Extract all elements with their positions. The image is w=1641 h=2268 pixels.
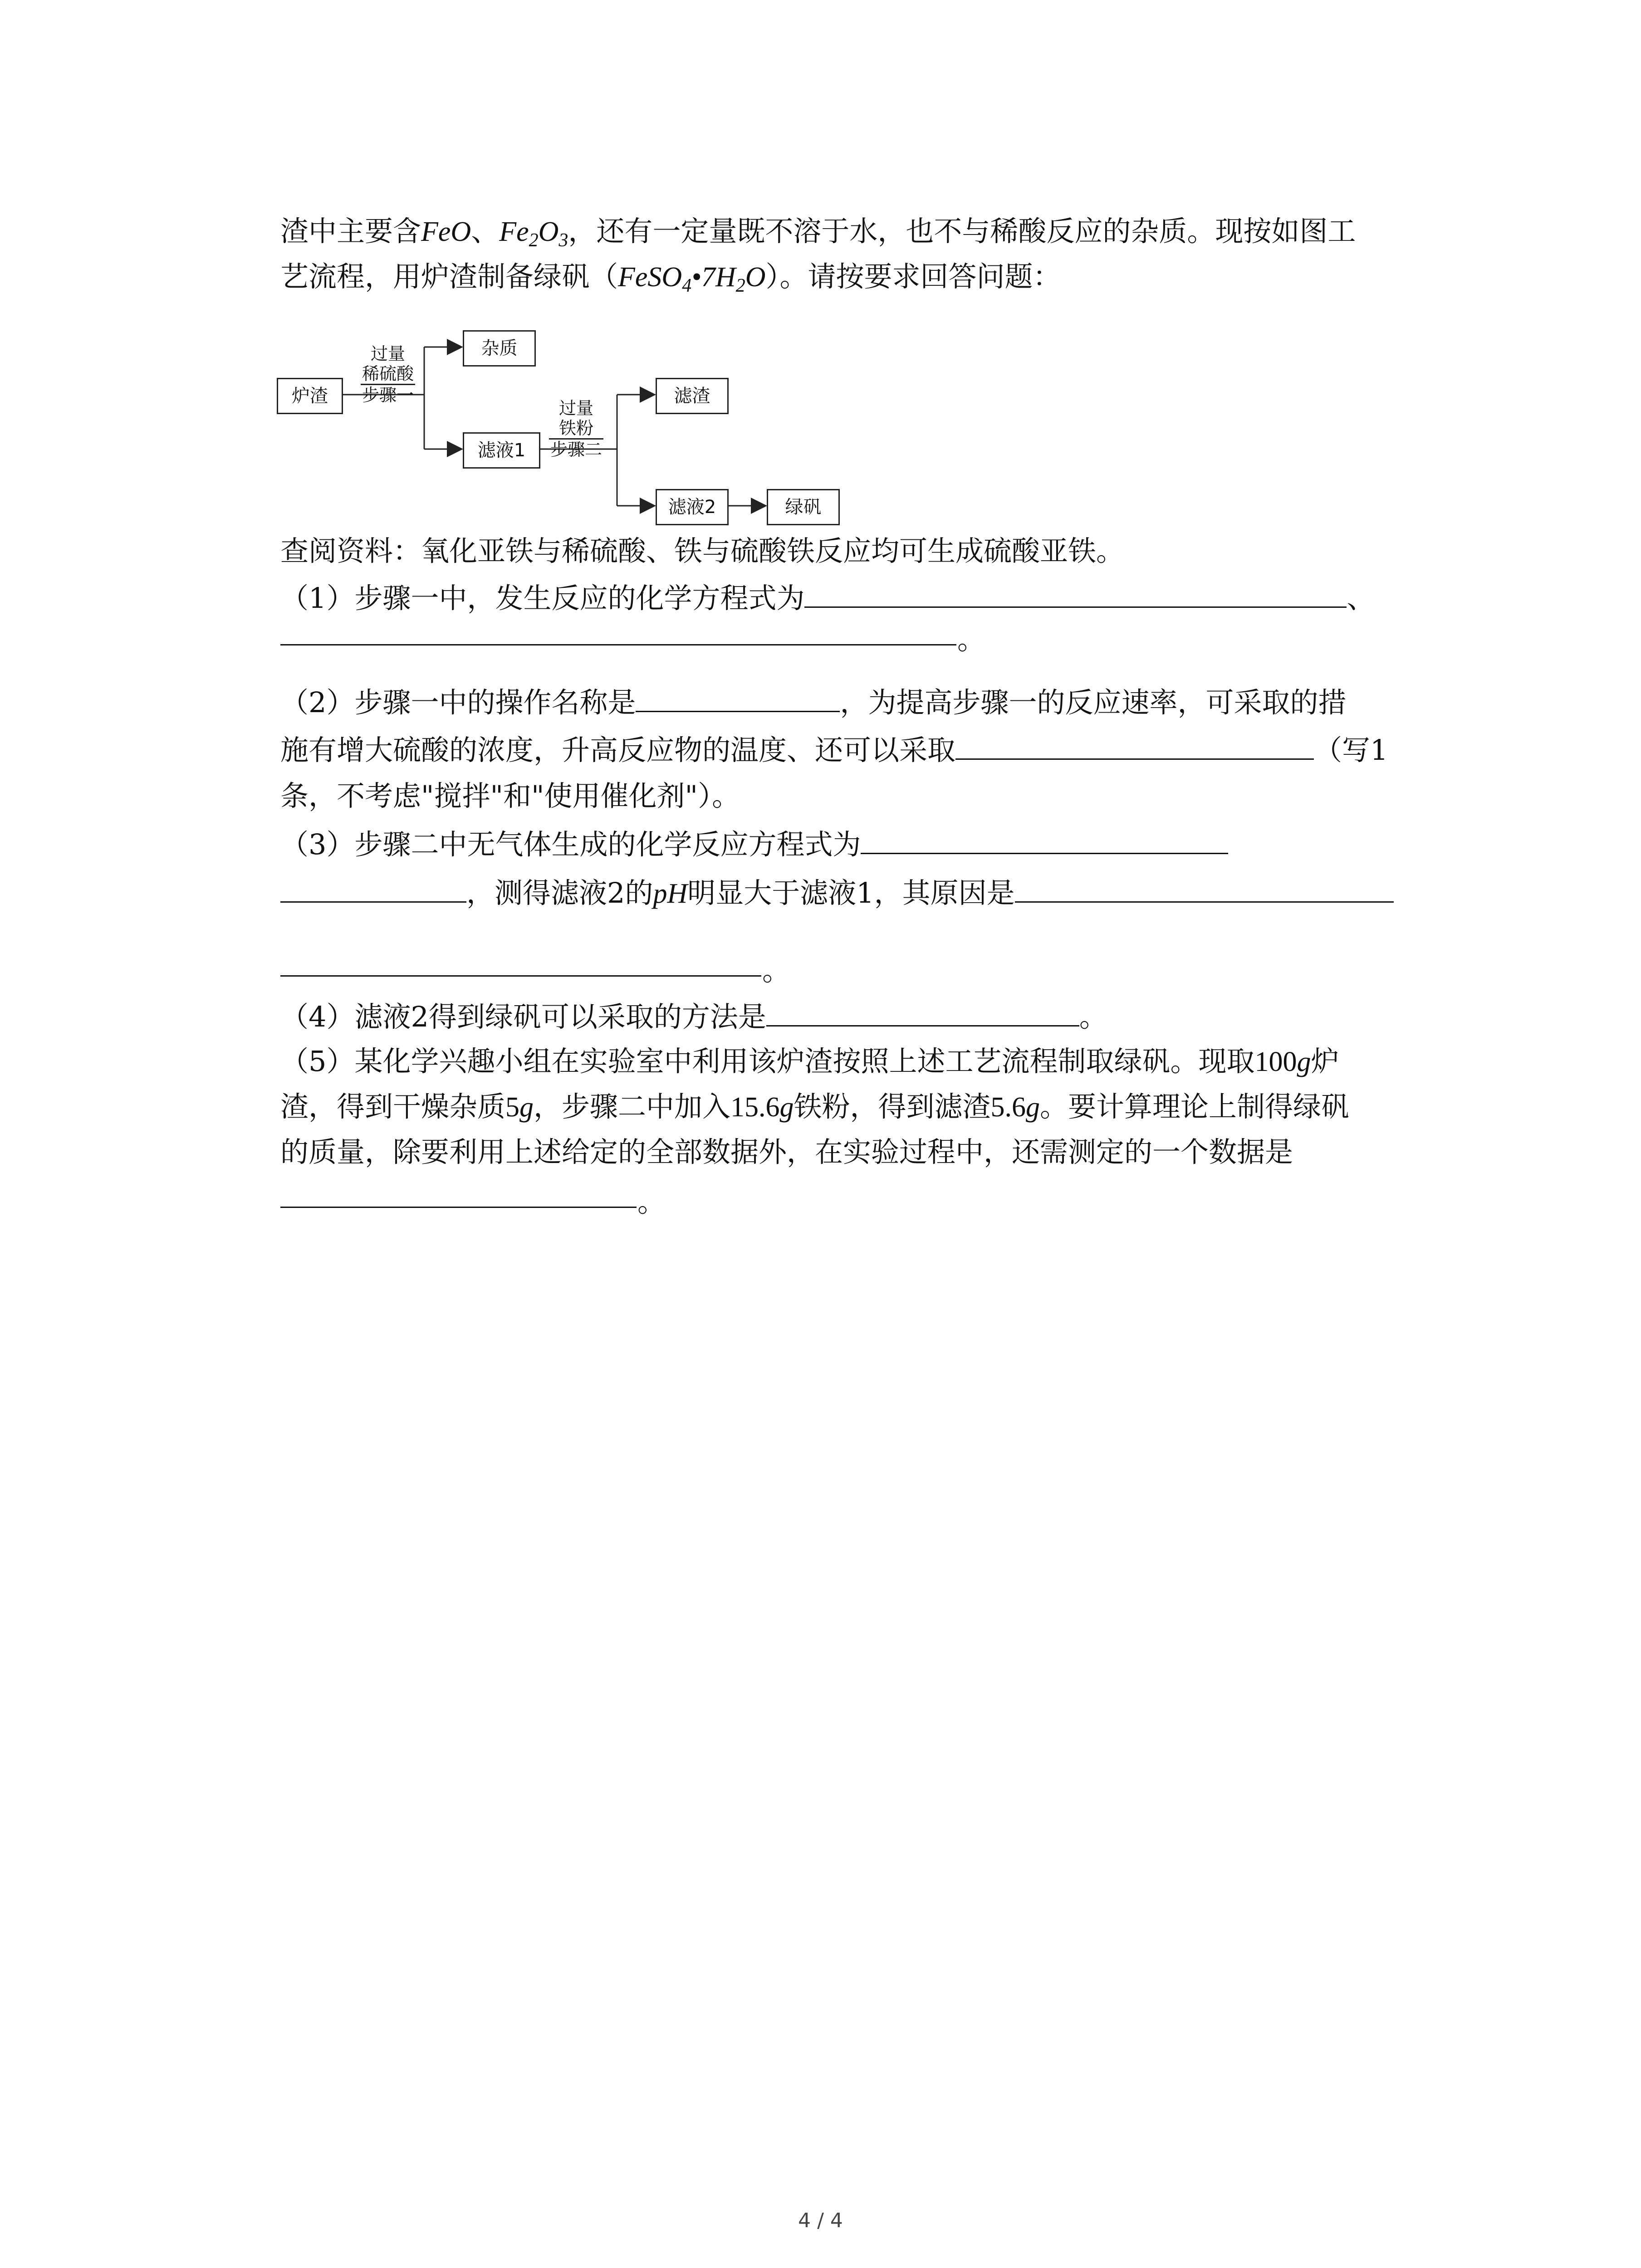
formula-fe2o3: $Fe_2O_3$ — [499, 216, 568, 251]
intro-text: 艺流程，用炉渣制备绿矾（ — [280, 260, 618, 293]
q3-end: 。 — [762, 954, 791, 987]
intro-text: 渣中主要含 — [280, 215, 421, 248]
box-green-vitriol: 绿矾 — [767, 489, 840, 525]
question-2-line-3: 条，不考虑"搅拌"和"使用催化剂"）。 — [280, 779, 740, 812]
intro-line-2 — [280, 259, 1061, 295]
answer-blank-q5[interactable] — [280, 1207, 637, 1208]
answer-blank-q4[interactable] — [766, 997, 1079, 1026]
formula-green-vitriol: $FeSO_4•7H_2O$ — [618, 262, 766, 296]
box-impurity: 杂质 — [463, 330, 536, 367]
answer-blank-q3-2-cont[interactable] — [280, 975, 761, 977]
q5-end: 。 — [637, 1185, 666, 1218]
answer-blank-q3-1[interactable] — [861, 825, 1228, 854]
separator: 、 — [1347, 582, 1375, 615]
reference-note: 查阅资料：氧化亚铁与稀硫酸、铁与硫酸铁反应均可生成硫酸亚铁。 — [280, 534, 1125, 567]
page-number: 4 / 4 — [798, 2209, 843, 2232]
box-furnace-slag: 炉渣 — [277, 378, 343, 414]
formula-feo: FeO — [421, 216, 471, 247]
answer-blank-q1-1[interactable] — [804, 578, 1347, 608]
answer-blank-q1-2[interactable] — [280, 644, 956, 645]
box-filter-residue: 滤渣 — [656, 378, 729, 414]
question-1-line-1 — [280, 578, 1375, 616]
question-5-line-1: （5）某化学兴趣小组在实验室中利用该炉渣按照上述工艺流程制取绿矾。现取100g炉 — [280, 1045, 1339, 1078]
question-5-line-2: 渣，得到干燥杂质5g，步骤二中加入15.6g铁粉，得到滤渣5.6g。要计算理论上制得绿矾 — [280, 1090, 1350, 1123]
question-4: （4）滤液2得到绿矾可以采取的方法是 。 — [280, 997, 1107, 1035]
box-filtrate-2: 滤液2 — [656, 489, 729, 525]
answer-blank-q3-1-cont[interactable] — [280, 873, 466, 903]
question-3-line-2: ，测得滤液2的pH明显大于滤液1，其原因是 — [280, 873, 1394, 912]
step1-conditions: 过量 稀硫酸 步骤一 — [361, 344, 415, 405]
intro-text: ，还有一定量既不溶于水，也不与稀酸反应的杂质。现按如图工 — [568, 215, 1356, 248]
box-filtrate-1: 滤液1 — [463, 432, 540, 469]
formula-ph: pH — [653, 878, 688, 909]
intro-line-1 — [280, 213, 1356, 250]
answer-blank-q2-1[interactable] — [636, 683, 840, 712]
question-3-line-1: （3）步骤二中无气体生成的化学反应方程式为 — [280, 825, 1228, 863]
answer-blank-q3-2[interactable] — [1015, 873, 1394, 903]
process-flowchart — [277, 318, 876, 535]
question-5-line-3: 的质量，除要利用上述给定的全部数据外，在实验过程中，还需测定的一个数据是 — [280, 1135, 1293, 1168]
answer-blank-q2-2[interactable] — [955, 730, 1314, 760]
question-2-line-1: （2）步骤一中的操作名称是 ，为提高步骤一的反应速率，可采取的措 — [280, 683, 1346, 721]
question-2-line-2: 施有增大硫酸的浓度，升高反应物的温度、还可以采取 （写1 — [280, 730, 1388, 768]
question-1-text: （1）步骤一中，发生反应的化学方程式为 — [280, 582, 805, 615]
intro-text: ）。请按要求回答问题： — [765, 260, 1061, 293]
separator: 、 — [471, 215, 500, 248]
q1-end: 。 — [957, 623, 986, 656]
step2-conditions: 过量 铁粉 步骤二 — [549, 398, 603, 459]
